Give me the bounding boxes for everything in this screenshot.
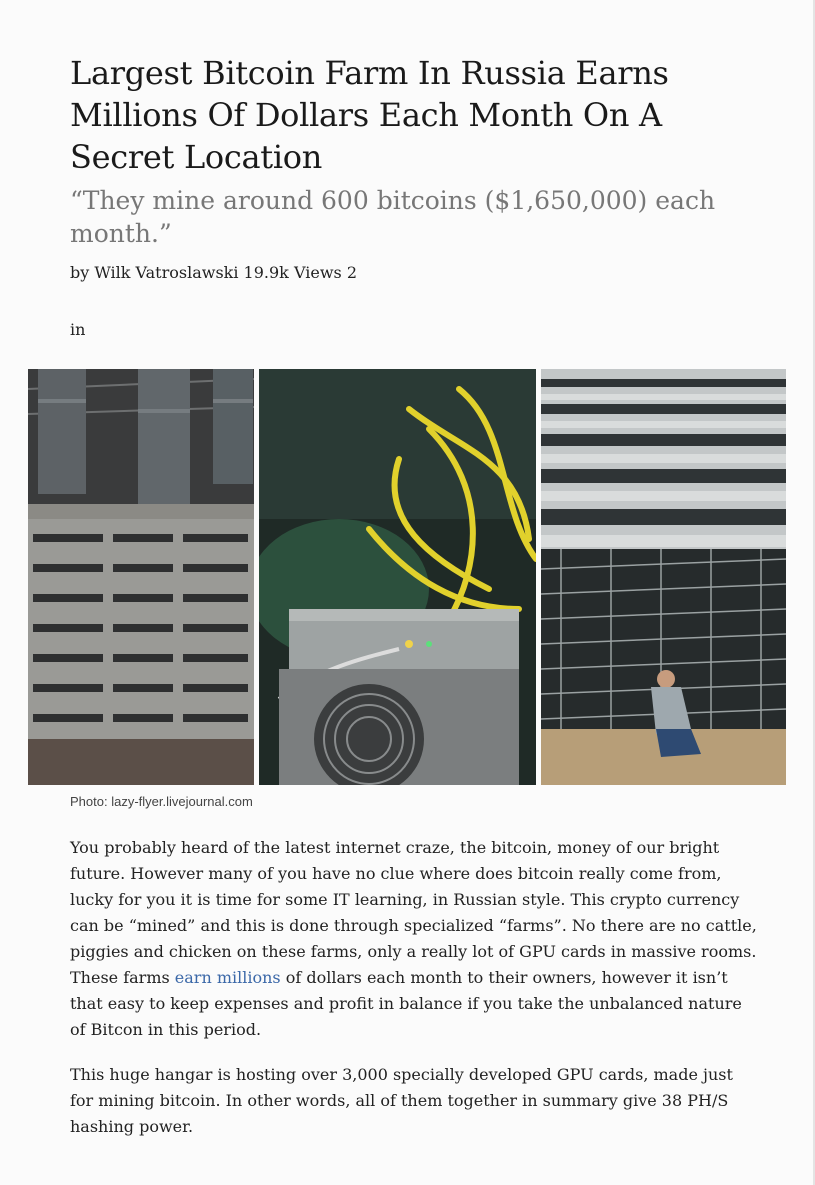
photo-miner-closeup bbox=[259, 369, 536, 785]
article-header bbox=[70, 52, 760, 341]
paragraph-1-text-start: You probably heard of the latest internet craze, the bitcoin, money of our bright future. However many of you have no clue where does bitcoin really come from, lucky for you it is time for some IT learning, in Russian style. This crypto currency can be “mined” and this is done through specialized “farms”. No there are no cattle, piggies and chicken on these farms, only a really lot of GPU cards in massive rooms. These farms bbox=[70, 838, 757, 987]
photo-collage bbox=[28, 369, 786, 785]
category-label: in bbox=[70, 320, 86, 339]
article-title: Largest Bitcoin Farm In Russia Earns Millions Of Dollars Each Month On A Secret Location bbox=[70, 54, 669, 176]
paragraph-1 bbox=[70, 835, 760, 1043]
article-body bbox=[70, 835, 760, 1159]
photo-rack-rows-worker bbox=[541, 369, 786, 785]
paragraph-2: This huge hangar is hosting over 3,000 specially developed GPU cards, made just for mining bitcoin. In other words, all of them together in summary give 38 PH/S hashing power. bbox=[70, 1065, 733, 1136]
earn-millions-link[interactable]: earn millions bbox=[174, 968, 281, 987]
article-subtitle: “They mine around 600 bitcoins ($1,650,000) each month.” bbox=[70, 186, 716, 248]
photo-caption: Photo: lazy-flyer.livejournal.com bbox=[70, 794, 253, 809]
paragraph-1-text-end: of dollars each month to their owners, however it isn’t that easy to keep expenses and profit in balance if you take the unbalanced nature of Bitcon in this period. bbox=[70, 968, 742, 1039]
photo-hangar-racks bbox=[28, 369, 254, 785]
byline: by Wilk Vatroslawski 19.9k Views 2 bbox=[70, 263, 357, 282]
